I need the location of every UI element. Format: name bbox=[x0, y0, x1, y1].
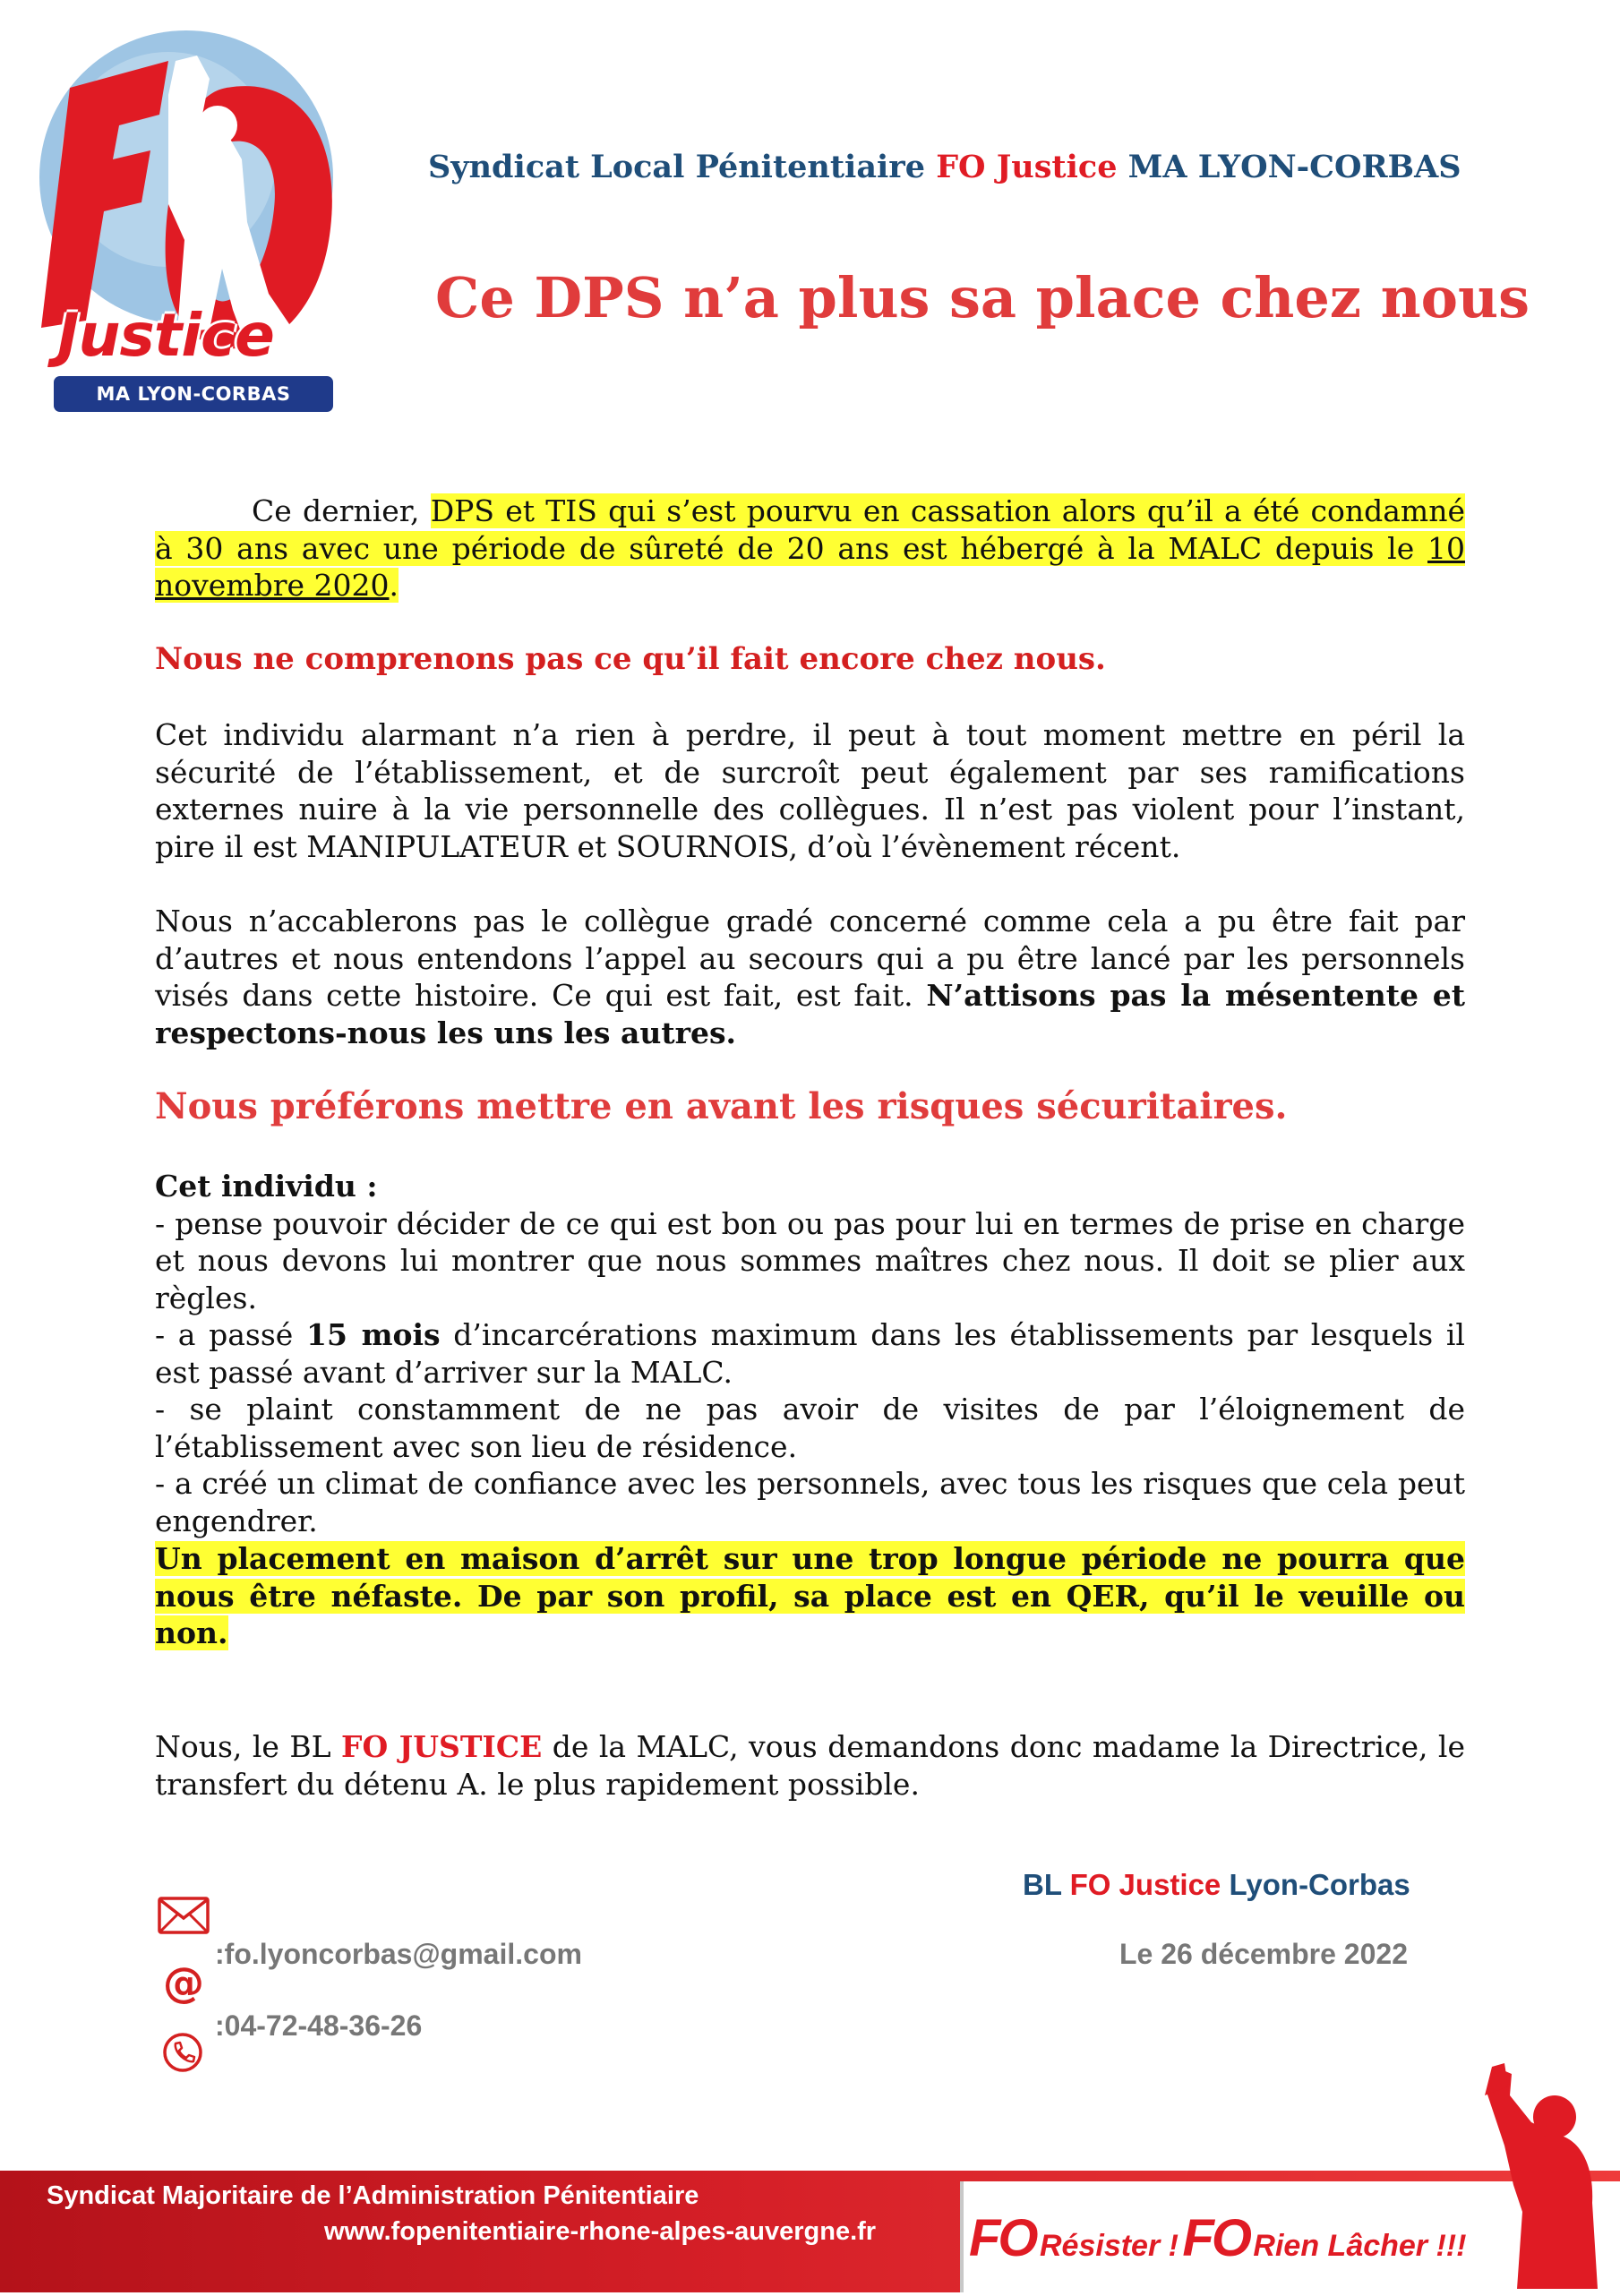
list-item: - se plaint constamment de ne pas avoir de visites de par l’éloignement de l’établissement avec son lieu de résidence. bbox=[155, 1392, 1465, 1464]
footer-website: www.fopenitentiaire-rhone-alpes-auvergne.fr bbox=[324, 2217, 877, 2246]
list-title: Cet individu : bbox=[155, 1169, 378, 1204]
intro-end: . bbox=[389, 568, 399, 603]
slogan-fo-2: FO bbox=[1182, 2209, 1249, 2267]
risk-list bbox=[155, 1168, 1465, 1539]
intro-date: 10 novembre 2020 bbox=[155, 530, 1465, 603]
heading-risks: Nous préférons mettre en avant les risques sécuritaires. bbox=[155, 1085, 1288, 1127]
slogan-part-1: Résister ! bbox=[1040, 2229, 1179, 2263]
footer-slogan bbox=[969, 2208, 1466, 2268]
request-post: de la MALC, vous demandons donc madame la Directrice, le transfert du détenu A. le plus rapidement possible. bbox=[155, 1729, 1465, 1802]
document-date: Le 26 décembre 2022 bbox=[1119, 1938, 1408, 1970]
list-item-2-bold: 15 mois bbox=[306, 1317, 441, 1352]
colleague-text: Nous n’accablerons pas le collègue gradé concerné comme cela a pu être fait par d’autres et nous entendons l’appel au secours qui a pu être lancé par les personnels visés dans cette histoire. Ce qui est fait, est fait. bbox=[155, 904, 1465, 1013]
raised-fist-figure bbox=[1469, 2060, 1612, 2296]
list-item-2-pre: - a passé bbox=[155, 1317, 306, 1352]
signature-pre: BL bbox=[1023, 1868, 1070, 1901]
svg-text:@: @ bbox=[163, 1961, 204, 2006]
list-item-2-post: d’incarcérations maximum dans les établissements par lesquels il est passé avant d’arriver sur la MALC. bbox=[155, 1317, 1465, 1390]
paragraph-intro bbox=[155, 493, 1465, 604]
slogan-part-2: Rien Lâcher !!! bbox=[1253, 2229, 1467, 2263]
page-title: Ce DPS n’a plus sa place chez nous bbox=[435, 265, 1530, 330]
intro-lead: Ce dernier, bbox=[252, 493, 431, 528]
signature bbox=[1023, 1868, 1410, 1902]
at-icon bbox=[161, 1961, 206, 2009]
envelope-icon bbox=[158, 1897, 210, 1938]
contact-email: :fo.lyoncorbas@gmail.com bbox=[215, 1938, 582, 1970]
org-line bbox=[428, 149, 1461, 185]
org-prefix: Syndicat Local Pénitentiaire bbox=[428, 149, 937, 185]
paragraph-colleague bbox=[155, 903, 1465, 1051]
list-item: - pense pouvoir décider de ce qui est bon ou pas pour lui en termes de prise en charge et nous devons lui montrer que nous sommes maîtres chez nous. Il doit se plier aux règles. bbox=[155, 1205, 1465, 1315]
org-suffix: MA LYON-CORBAS bbox=[1117, 149, 1461, 185]
intro-highlight: DPS et TIS qui s’est pourvu en cassation alors qu’il a été condamné à 30 ans avec une période de sûreté de 20 ans est hébergé à la MALC depuis le bbox=[155, 493, 1466, 566]
fo-justice-logo bbox=[34, 25, 365, 419]
logo-wordmark: Justice bbox=[57, 301, 274, 370]
slogan-fo-1: FO bbox=[969, 2209, 1036, 2267]
phone-icon bbox=[161, 2031, 204, 2078]
org-brand: FO Justice bbox=[936, 149, 1118, 185]
paragraph-conclusion bbox=[155, 1540, 1465, 1652]
list-item: - a créé un climat de confiance avec les personnels, avec tous les risques que cela peut engendrer. bbox=[155, 1466, 1465, 1538]
paragraph-request bbox=[155, 1728, 1465, 1803]
contact-phone: :04-72-48-36-26 bbox=[215, 2009, 423, 2042]
footer-union-line: Syndicat Majoritaire de l’Administration Pénitentiaire bbox=[47, 2181, 699, 2210]
signature-brand: FO Justice bbox=[1069, 1868, 1221, 1901]
paragraph-danger: Cet individu alarmant n’a rien à perdre, il peut à tout moment mettre en péril la sécurité de l’établissement, et de surcroît peut également par ses ramifications externes nuire à la vie personnelle des collègues. Il n’est pas violent pour l’instant, pire il est MANIPULATEUR et SOURNOIS, d’où l’évènement récent. bbox=[155, 717, 1465, 864]
request-pre: Nous, le BL bbox=[155, 1729, 342, 1764]
logo-badge: MA LYON-CORBAS bbox=[54, 376, 333, 412]
request-brand: FO JUSTICE bbox=[341, 1729, 543, 1764]
heading-incomprehension: Nous ne comprenons pas ce qu’il fait encore chez nous. bbox=[155, 641, 1106, 677]
colleague-bold: N’attisons pas la mésentente et respectons-nous les uns les autres. bbox=[155, 978, 1465, 1050]
signature-post: Lyon-Corbas bbox=[1221, 1868, 1410, 1901]
conclusion-highlight: Un placement en maison d’arrêt sur une trop longue période ne pourra que nous être néfaste. De par son profil, sa place est en QER, qu’il le veuille ou non. bbox=[155, 1541, 1465, 1650]
